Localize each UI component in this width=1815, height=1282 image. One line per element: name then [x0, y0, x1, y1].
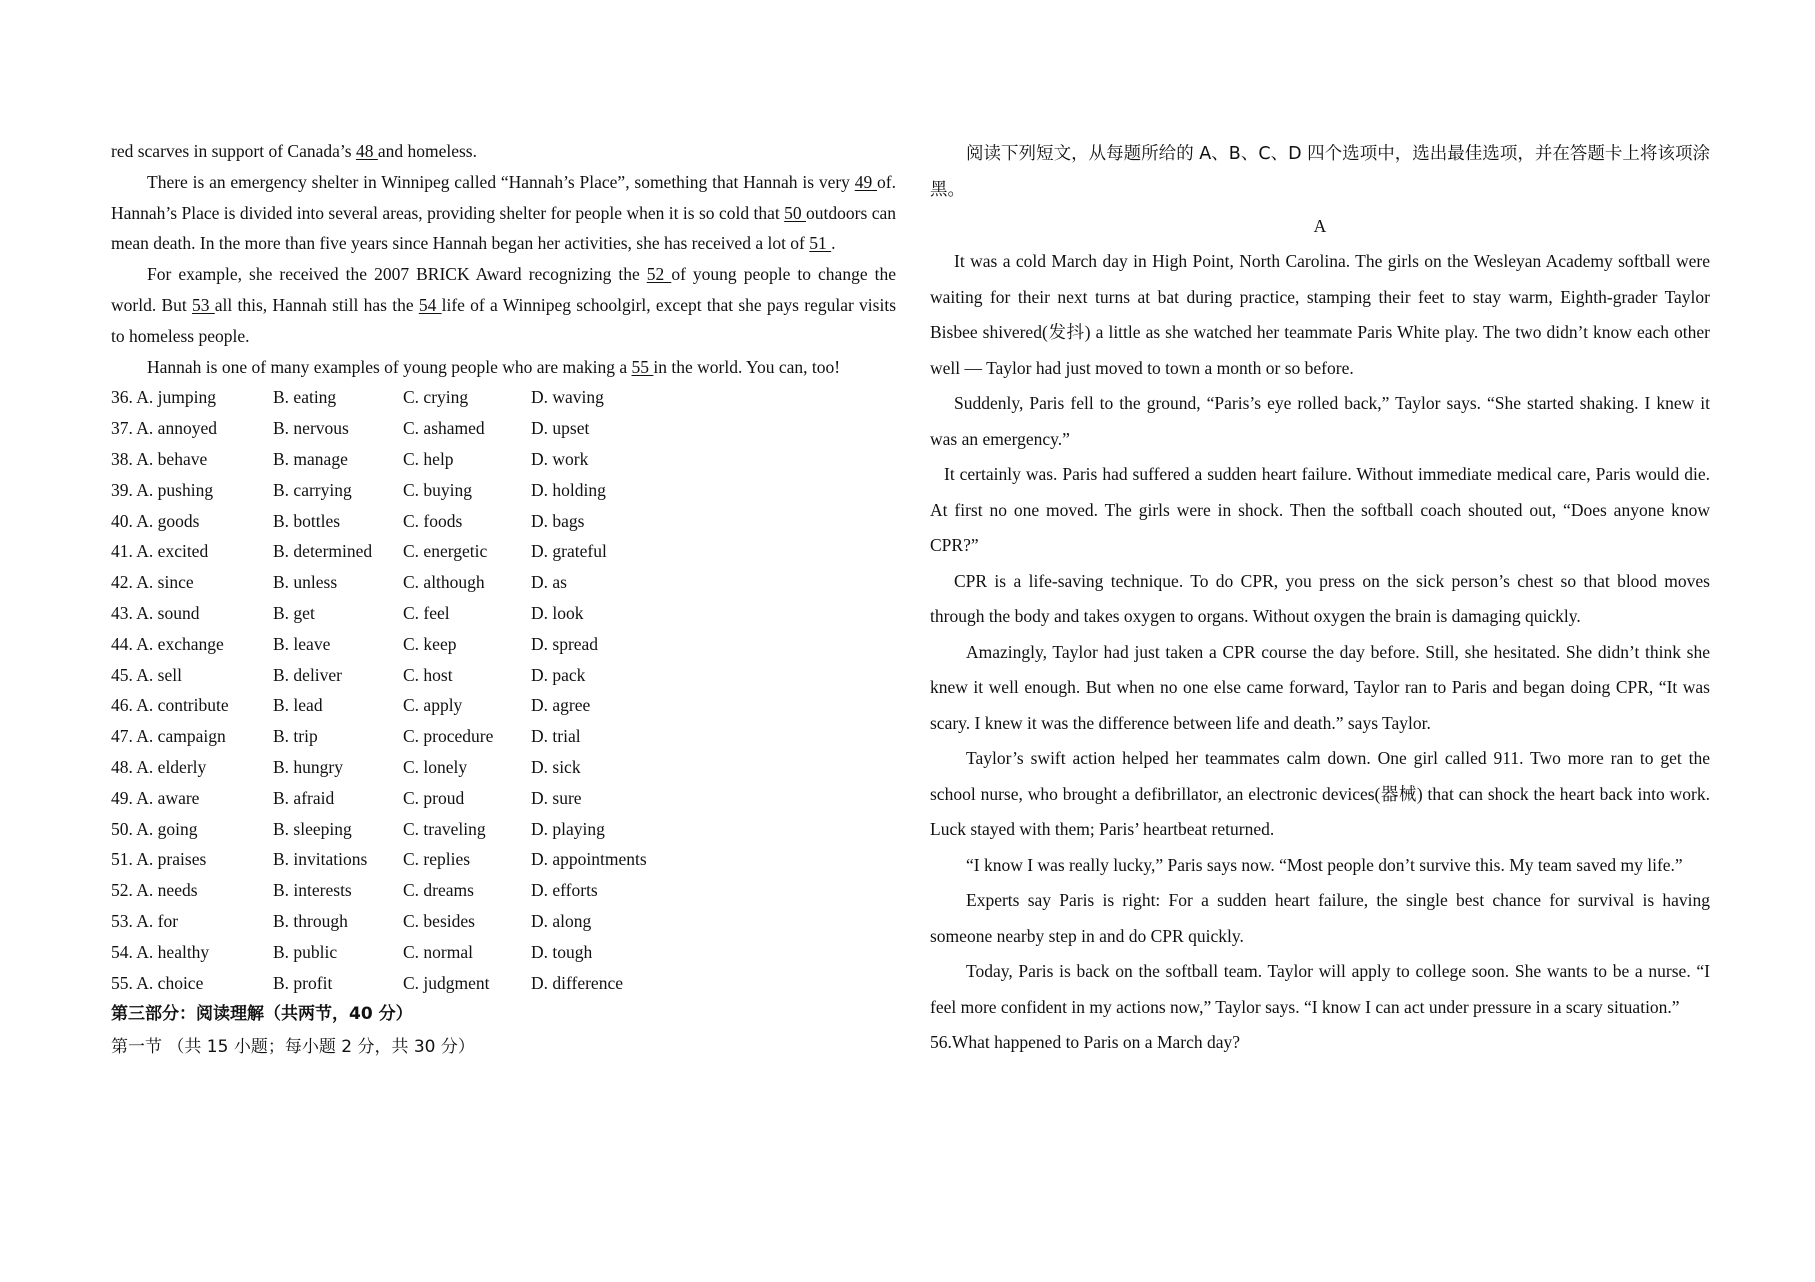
options-list — [111, 382, 896, 998]
option-choice: C. foods — [403, 510, 463, 531]
cloze-text: Hannah is one of many examples of young people who are making a — [147, 356, 632, 377]
option-choice: D. tough — [531, 941, 593, 962]
option-choice: C. judgment — [403, 972, 490, 993]
option-choice: B. through — [273, 910, 348, 931]
option-row — [111, 814, 896, 845]
passage-paragraph: It certainly was. Paris had suffered a sudden heart failure. Without immediate medical care, Paris would die. At first no one moved. The girls were in shock. Then the softball coach shouted out, “Does anyone know CPR?” — [930, 464, 1710, 555]
option-choice: 37. A. annoyed — [111, 418, 217, 439]
cloze-paragraph — [111, 352, 896, 383]
option-choice: B. leave — [273, 633, 331, 654]
option-choice: C. ashamed — [403, 418, 485, 439]
option-choice: 44. A. exchange — [111, 633, 224, 654]
option-choice: C. feel — [403, 602, 450, 623]
option-choice: D. along — [531, 910, 592, 931]
option-row — [111, 475, 896, 506]
cloze-text: . — [831, 233, 836, 254]
option-row — [111, 629, 896, 660]
option-choice: B. bottles — [273, 510, 341, 531]
option-choice: B. carrying — [273, 479, 352, 500]
right-column — [930, 136, 1710, 1061]
option-choice: D. playing — [531, 818, 605, 839]
option-choice: D. difference — [531, 972, 623, 993]
cloze-text: in the world. You can, too! — [653, 356, 841, 377]
option-choice: B. invitations — [273, 849, 368, 870]
option-choice: 47. A. campaign — [111, 726, 226, 747]
option-choice: 38. A. behave — [111, 448, 208, 469]
option-choice: D. upset — [531, 418, 590, 439]
option-choice: B. get — [273, 602, 315, 623]
option-choice: B. nervous — [273, 418, 349, 439]
option-choice: C. dreams — [403, 880, 474, 901]
cloze-blank: 53 — [192, 294, 215, 315]
option-choice: D. spread — [531, 633, 599, 654]
option-choice: D. trial — [531, 726, 581, 747]
question-text: 56.What happened to Paris on a March day? — [930, 1032, 1241, 1052]
passage-paragraph: Experts say Paris is right: For a sudden heart failure, the single best chance for survival is having someone nearby step in and do CPR quickly. — [930, 890, 1710, 946]
reading-passage — [930, 244, 1710, 1061]
passage-paragraph: Today, Paris is back on the softball team. Taylor will apply to college soon. She wants to be a nurse. “I feel more confident in my actions now,” Taylor says. “I know I can act under pressure in a scary situation.” — [930, 961, 1710, 1017]
option-choice: 36. A. jumping — [111, 387, 217, 408]
option-choice: B. manage — [273, 448, 348, 469]
option-choice: D. efforts — [531, 880, 598, 901]
option-row — [111, 875, 896, 906]
option-row — [111, 721, 896, 752]
cloze-text: all this, Hannah still has the — [214, 294, 419, 315]
passage-label: A — [1313, 216, 1327, 236]
cloze-text: life of a Winnipeg schoolgirl, except that she pays regular visits to homeless people. — [111, 294, 897, 346]
cloze-paragraph — [111, 136, 896, 167]
option-row — [111, 382, 896, 413]
option-choice: D. grateful — [531, 541, 607, 562]
cloze-text: red scarves in support of Canada’s — [111, 141, 356, 161]
option-choice: D. agree — [531, 695, 591, 716]
option-choice: B. unless — [273, 572, 338, 593]
option-row — [111, 660, 896, 691]
reading-instruction: 阅读下列短文，从每题所给的 A、B、C、D 四个选项中，选出最佳选项，并在答题卡上将该项涂黑。 — [930, 144, 1710, 200]
option-row — [111, 536, 896, 567]
option-choice: B. public — [273, 941, 338, 962]
passage-paragraph: It was a cold March day in High Point, North Carolina. The girls on the Wesleyan Academy softball were waiting for their next turns at bat during practice, stamping their feet to stay warm, Eighth-grader Taylor Bisbee shivered(发抖) a little as she watched her teammate Paris White play. The two didn’t know each other well — Taylor had just moved to town a month or so before. — [930, 251, 1710, 378]
option-choice: 53. A. for — [111, 910, 179, 931]
option-row — [111, 413, 896, 444]
option-choice: D. sure — [531, 787, 582, 808]
option-choice: C. normal — [403, 941, 473, 962]
option-choice: C. keep — [403, 633, 457, 654]
option-choice: B. lead — [273, 695, 323, 716]
option-choice: B. profit — [273, 972, 333, 993]
option-choice: C. proud — [403, 787, 465, 808]
option-choice: D. look — [531, 602, 584, 623]
cloze-blank: 50 — [784, 202, 807, 223]
option-choice: C. lonely — [403, 756, 468, 777]
cloze-blank: 51 — [809, 233, 832, 254]
cloze-blank: 52 — [646, 264, 672, 285]
option-row — [111, 783, 896, 814]
option-choice: 51. A. praises — [111, 849, 207, 870]
option-choice: D. as — [531, 572, 567, 593]
option-choice: C. energetic — [403, 541, 488, 562]
option-choice: 48. A. elderly — [111, 756, 207, 777]
passage-paragraph: Taylor’s swift action helped her teammates calm down. One girl called 911. Two more ran to get the school nurse, who brought a defibrillator, an electronic devices(器械) that can shock the heart back into work. Luck stayed with them; Paris’ heartbeat returned. — [930, 748, 1710, 839]
option-choice: B. sleeping — [273, 818, 352, 839]
option-choice: B. determined — [273, 541, 373, 562]
option-choice: D. waving — [531, 387, 604, 408]
option-choice: 43. A. sound — [111, 602, 200, 623]
option-choice: B. eating — [273, 387, 337, 408]
section-subtitle: 第一节 （共 15 小题；每小题 2 分，共 30 分） — [111, 1037, 475, 1058]
option-row — [111, 906, 896, 937]
cloze-text: of. Hannah’s Place is divided into several areas, providing shelter for people when it is so cold that — [111, 171, 896, 223]
passage-paragraph: CPR is a life-saving technique. To do CPR, you press on the sick person’s chest so that blood moves through the body and takes oxygen to organs. Without oxygen the brain is damaging quickly. — [930, 570, 1710, 626]
section-title: 第三部分：阅读理解（共两节，40 分） — [111, 1004, 413, 1025]
option-choice: 40. A. goods — [111, 510, 200, 531]
passage-paragraph: “I know I was really lucky,” Paris says now. “Most people don’t survive this. My team saved my life.” — [966, 854, 1683, 875]
option-choice: C. replies — [403, 849, 471, 870]
option-choice: D. appointments — [531, 849, 647, 870]
option-choice: C. help — [403, 448, 454, 469]
cloze-blank: 49 — [854, 171, 878, 192]
cloze-paragraph — [111, 259, 896, 351]
option-choice: 46. A. contribute — [111, 695, 229, 716]
option-choice: 52. A. needs — [111, 880, 198, 901]
cloze-blank: 54 — [418, 294, 442, 315]
option-choice: D. bags — [531, 510, 585, 531]
option-choice: B. deliver — [273, 664, 343, 685]
option-choice: 55. A. choice — [111, 972, 204, 993]
option-choice: 50. A. going — [111, 818, 198, 839]
cloze-text: For example, she received the 2007 BRICK Award recognizing the — [147, 264, 647, 285]
option-choice: C. traveling — [403, 818, 486, 839]
option-choice: C. besides — [403, 910, 475, 931]
option-row — [111, 598, 896, 629]
cloze-text: of young people to change the world. But — [111, 264, 896, 315]
option-choice: C. although — [403, 572, 485, 593]
option-choice: B. trip — [273, 726, 318, 747]
option-choice: 41. A. excited — [111, 541, 209, 562]
cloze-passage — [111, 136, 896, 382]
cloze-text: There is an emergency shelter in Winnipeg called “Hannah’s Place”, something that Hannah is very — [147, 171, 855, 192]
left-column — [111, 136, 896, 1064]
option-choice: C. procedure — [403, 726, 494, 747]
option-choice: C. host — [403, 664, 453, 685]
option-choice: C. crying — [403, 387, 469, 408]
option-choice: D. pack — [531, 664, 586, 685]
option-choice: 49. A. aware — [111, 787, 200, 808]
option-choice: D. sick — [531, 756, 581, 777]
option-row — [111, 567, 896, 598]
option-row — [111, 937, 896, 968]
cloze-blank: 55 — [631, 356, 654, 377]
option-choice: B. afraid — [273, 787, 335, 808]
passage-paragraph: Amazingly, Taylor had just taken a CPR course the day before. Still, she hesitated. She didn’t think she knew it well enough. But when no one else came forward, Taylor ran to Paris and began doing CPR, “It was scary. I knew it was the difference between life and death.” says Taylor. — [930, 641, 1710, 733]
option-choice: B. interests — [273, 880, 352, 901]
option-choice: 42. A. since — [111, 572, 194, 593]
option-row — [111, 752, 896, 783]
passage-paragraph: Suddenly, Paris fell to the ground, “Paris’s eye rolled back,” Taylor says. “She started shaking. I knew it was an emergency.” — [930, 393, 1710, 449]
option-choice: D. holding — [531, 479, 606, 500]
cloze-paragraph — [111, 167, 896, 259]
option-row — [111, 844, 896, 875]
option-row — [111, 506, 896, 537]
option-choice: 45. A. sell — [111, 664, 182, 685]
option-choice: D. work — [531, 448, 589, 469]
cloze-blank: 48 — [355, 141, 378, 161]
option-choice: C. apply — [403, 695, 463, 716]
cloze-text: and homeless. — [377, 141, 477, 161]
option-choice: 39. A. pushing — [111, 479, 214, 500]
option-row — [111, 968, 896, 999]
option-row — [111, 444, 896, 475]
option-choice: C. buying — [403, 479, 473, 500]
cloze-text: outdoors can mean death. In the more than five years since Hannah began her activities, she has received a lot of — [111, 202, 896, 254]
option-row — [111, 690, 896, 721]
option-choice: 54. A. healthy — [111, 941, 210, 962]
option-choice: B. hungry — [273, 756, 343, 777]
